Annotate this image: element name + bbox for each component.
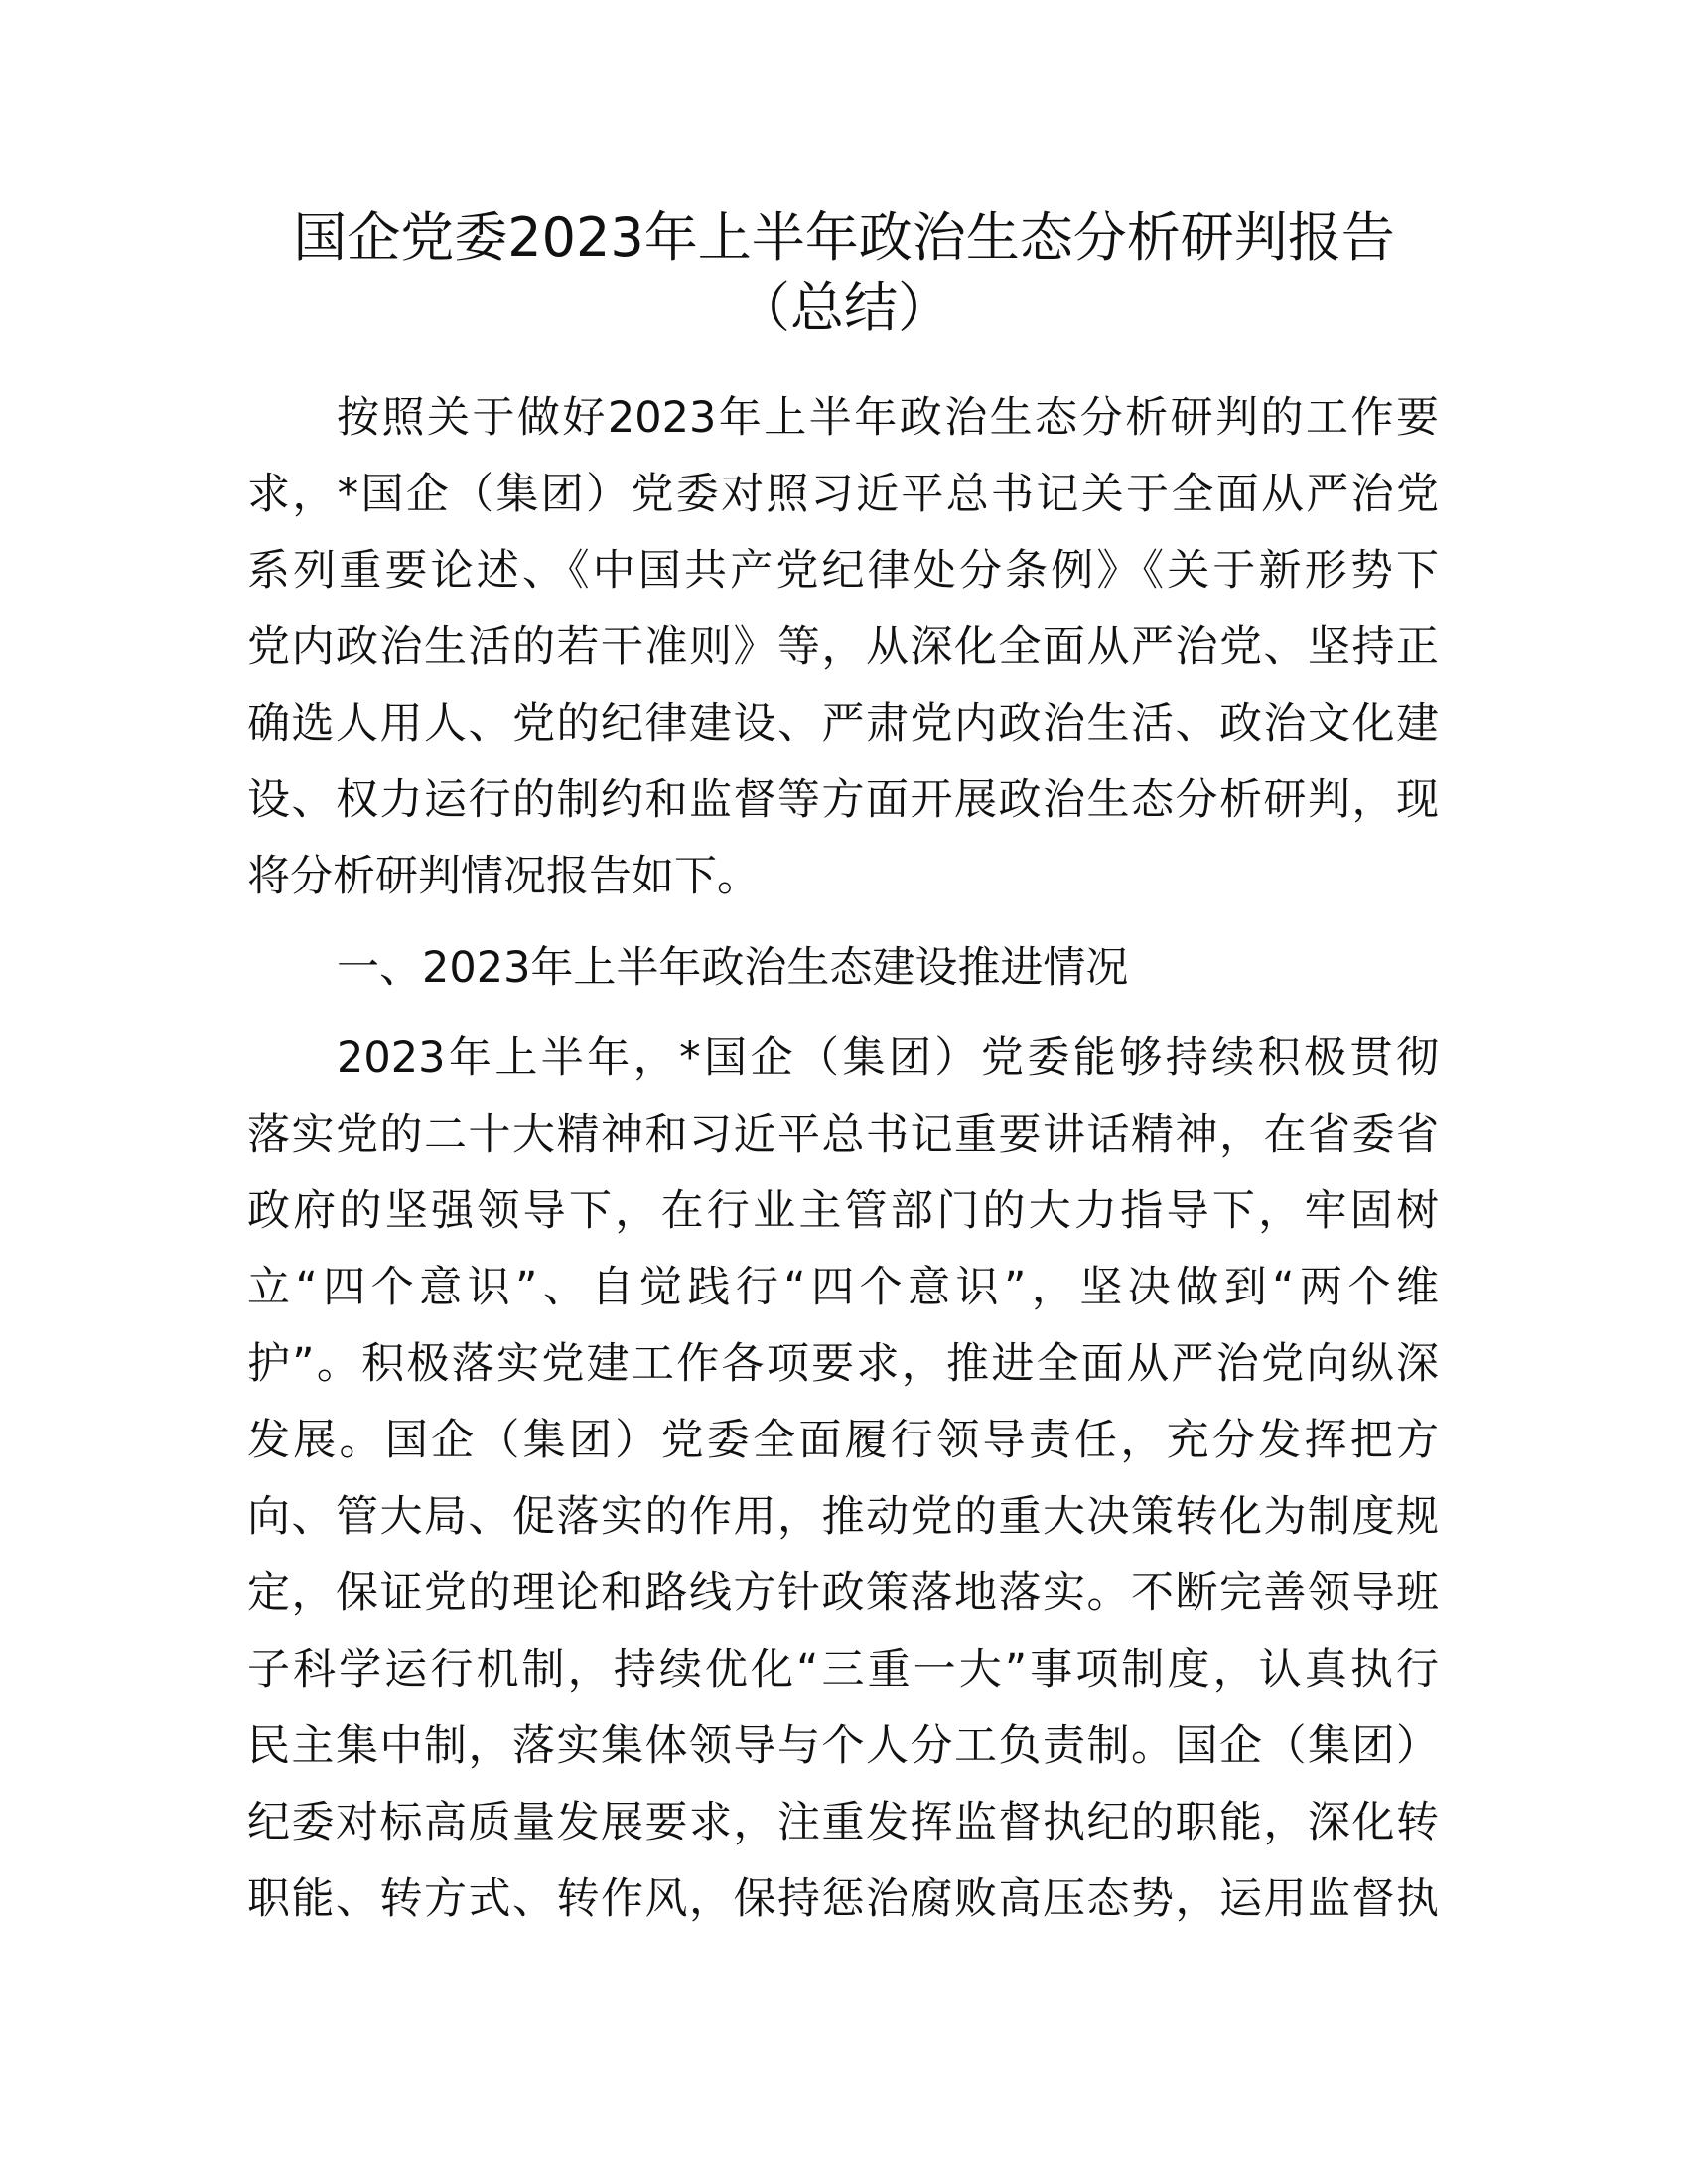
paragraph-1-line: 设、权力运行的制约和监督等方面开展政治生态分析研判，现 bbox=[247, 775, 1439, 825]
document-subtitle: （总结） bbox=[737, 276, 951, 339]
paragraph-2-line: 护”。积极落实党建工作各项要求，推进全面从严治党向纵深 bbox=[247, 1339, 1439, 1389]
paragraph-2-line: 民主集中制，落实集体领导与个人分工负责制。国企（集团） bbox=[247, 1721, 1439, 1771]
paragraph-1-line: 系列重要论述、《中国共产党纪律处分条例》《关于新形势下 bbox=[247, 546, 1439, 596]
paragraph-2-line: 向、管大局、促落实的作用，推动党的重大决策转化为制度规 bbox=[247, 1492, 1439, 1542]
paragraph-2-line: 职能、转方式、转作风，保持惩治腐败高压态势，运用监督执 bbox=[247, 1874, 1439, 1924]
paragraph-2-line: 落实党的二十大精神和习近平总书记重要讲话精神，在省委省 bbox=[247, 1110, 1439, 1160]
paragraph-1-line: 按照关于做好2023年上半年政治生态分析研判的工作要 bbox=[337, 393, 1439, 443]
paragraph-2-line: 政府的坚强领导下，在行业主管部门的大力指导下，牢固树 bbox=[247, 1186, 1439, 1236]
paragraph-1-line: 将分析研判情况报告如下。 bbox=[247, 852, 760, 901]
paragraph-1-line: 确选人用人、党的纪律建设、严肃党内政治生活、政治文化建 bbox=[247, 699, 1439, 749]
paragraph-2-line: 立“四个意识”、自觉践行“四个意识”，坚决做到“两个维 bbox=[247, 1263, 1439, 1312]
section-heading: 一、2023年上半年政治生态建设推进情况 bbox=[337, 943, 1129, 993]
document-title: 国企党委2023年上半年政治生态分析研判报告 bbox=[293, 206, 1395, 269]
paragraph-2-line: 定，保证党的理论和路线方针政策落地落实。不断完善领导班 bbox=[247, 1569, 1439, 1618]
paragraph-2-line: 发展。国企（集团）党委全面履行领导责任，充分发挥把方 bbox=[247, 1416, 1439, 1465]
paragraph-1-line: 党内政治生活的若干准则》等，从深化全面从严治党、坚持正 bbox=[247, 622, 1439, 672]
paragraph-2-line: 纪委对标高质量发展要求，注重发挥监督执纪的职能，深化转 bbox=[247, 1798, 1439, 1847]
paragraph-2-line: 2023年上半年，*国企（集团）党委能够持续积极贯彻 bbox=[337, 1033, 1439, 1083]
paragraph-2-line: 子科学运行机制，持续优化“三重一大”事项制度，认真执行 bbox=[247, 1645, 1439, 1695]
paragraph-1-line: 求，*国企（集团）党委对照习近平总书记关于全面从严治党 bbox=[247, 470, 1439, 519]
